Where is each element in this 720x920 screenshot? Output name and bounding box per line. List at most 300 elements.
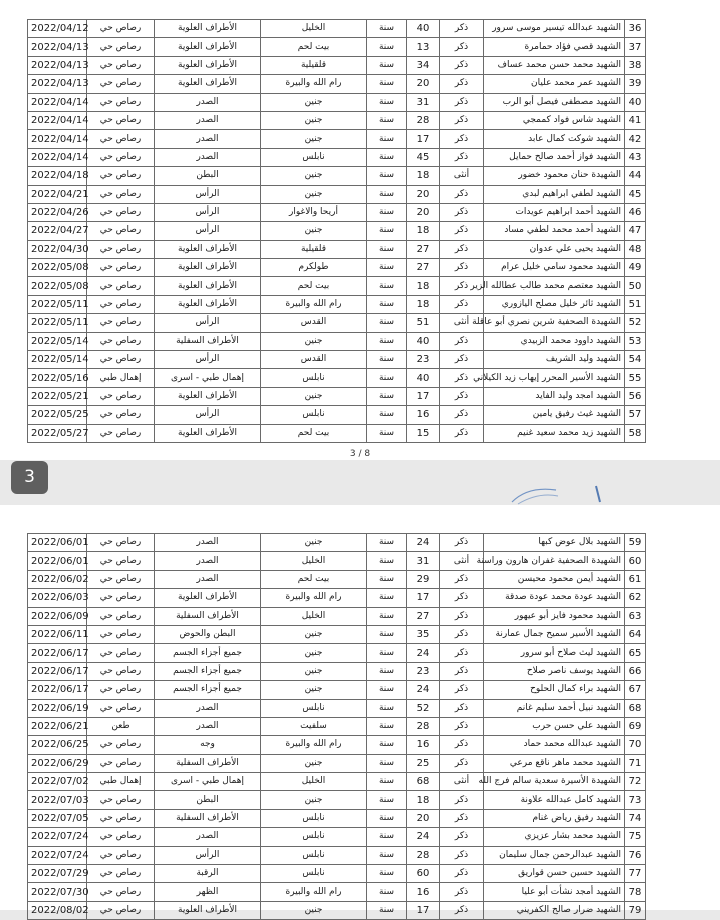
cell-row-number: 61 <box>625 570 646 588</box>
cell-row-number: 38 <box>625 56 646 74</box>
cell-date: 2022/06/19 <box>28 699 87 717</box>
cell-injury-location: الأطراف العلوية <box>155 56 261 74</box>
cell-row-number: 57 <box>625 406 646 424</box>
cell-date: 2022/05/14 <box>28 351 87 369</box>
cell-date: 2022/05/08 <box>28 259 87 277</box>
cell-date: 2022/06/02 <box>28 570 87 588</box>
cell-age-unit: سنة <box>367 259 407 277</box>
table-row <box>28 167 646 185</box>
cell-gender: ذكر <box>440 534 484 552</box>
cell-row-number: 51 <box>625 295 646 313</box>
cell-governorate: جنين <box>261 332 367 350</box>
cell-governorate: جنين <box>261 644 367 662</box>
cell-cause: رصاص حي <box>87 222 155 240</box>
cell-row-number: 58 <box>625 424 646 442</box>
cell-martyr-name: الشهيد محمود سامي خليل عرام <box>484 259 625 277</box>
blue-stamp-icon <box>508 480 608 506</box>
cell-cause: رصاص حي <box>87 809 155 827</box>
cell-cause: رصاص حي <box>87 130 155 148</box>
cell-martyr-name: الشهيد امجد وليد الفايد <box>484 387 625 405</box>
cell-date: 2022/05/27 <box>28 424 87 442</box>
cell-injury-location: الأطراف العلوية <box>155 259 261 277</box>
cell-martyr-name: الشهيد عبدالرحمن جمال سليمان <box>484 846 625 864</box>
cell-governorate: نابلس <box>261 865 367 883</box>
cell-row-number: 65 <box>625 644 646 662</box>
cell-row-number: 36 <box>625 20 646 38</box>
cell-martyr-name: الشهيد محمد ماهر ناقع مرعي <box>484 754 625 772</box>
cell-age-unit: سنة <box>367 662 407 680</box>
cell-row-number: 76 <box>625 846 646 864</box>
cell-row-number: 63 <box>625 607 646 625</box>
cell-governorate: نابلس <box>261 809 367 827</box>
cell-age-unit: سنة <box>367 130 407 148</box>
cell-martyr-name: الشهيدة الصحفية شرين نصري أبو عاقلة <box>484 314 625 332</box>
cell-age: 16 <box>407 736 440 754</box>
cell-governorate: جنين <box>261 130 367 148</box>
cell-age: 24 <box>407 828 440 846</box>
cell-date: 2022/04/13 <box>28 38 87 56</box>
cell-date: 2022/04/27 <box>28 222 87 240</box>
cell-date: 2022/07/29 <box>28 865 87 883</box>
table-row <box>28 570 646 588</box>
cell-age: 18 <box>407 222 440 240</box>
martyrs-table-bottom <box>27 533 646 920</box>
table-row <box>28 699 646 717</box>
cell-age-unit: سنة <box>367 865 407 883</box>
cell-injury-location: الصدر <box>155 130 261 148</box>
cell-martyr-name: الشهيد علي حسن حرب <box>484 717 625 735</box>
cell-date: 2022/04/26 <box>28 203 87 221</box>
cell-row-number: 66 <box>625 662 646 680</box>
cell-age: 51 <box>407 314 440 332</box>
cell-date: 2022/07/05 <box>28 809 87 827</box>
cell-gender: ذكر <box>440 332 484 350</box>
cell-age: 27 <box>407 259 440 277</box>
cell-age: 28 <box>407 846 440 864</box>
cell-gender: ذكر <box>440 736 484 754</box>
table-row <box>28 130 646 148</box>
table-row <box>28 332 646 350</box>
cell-age: 24 <box>407 534 440 552</box>
cell-date: 2022/06/17 <box>28 681 87 699</box>
table-row <box>28 259 646 277</box>
page-number: 3 / 8 <box>349 449 371 459</box>
cell-cause: رصاص حي <box>87 644 155 662</box>
page-counter-badge: 3 <box>11 461 48 494</box>
table-row <box>28 111 646 129</box>
table-row <box>28 662 646 680</box>
cell-gender: ذكر <box>440 791 484 809</box>
cell-row-number: 69 <box>625 717 646 735</box>
table-row <box>28 681 646 699</box>
cell-injury-location: الأطراف السفلية <box>155 607 261 625</box>
cell-martyr-name: الشهيد شاس فواد كممجي <box>484 111 625 129</box>
cell-age-unit: سنة <box>367 717 407 735</box>
table-row <box>28 736 646 754</box>
cell-martyr-name: الشهيد معتصم محمد طالب عطالله الزير <box>484 277 625 295</box>
cell-governorate: بيت لحم <box>261 277 367 295</box>
cell-injury-location: وجه <box>155 736 261 754</box>
cell-row-number: 37 <box>625 38 646 56</box>
cell-martyr-name: الشهيد أحمد ابراهيم عويدات <box>484 203 625 221</box>
cell-age-unit: سنة <box>367 20 407 38</box>
cell-age: 31 <box>407 93 440 111</box>
cell-age: 40 <box>407 20 440 38</box>
cell-age: 16 <box>407 406 440 424</box>
table-row <box>28 607 646 625</box>
cell-gender: ذكر <box>440 424 484 442</box>
cell-row-number: 73 <box>625 791 646 809</box>
cell-date: 2022/04/14 <box>28 111 87 129</box>
cell-governorate: جنين <box>261 901 367 919</box>
cell-injury-location: الصدر <box>155 828 261 846</box>
cell-age-unit: سنة <box>367 38 407 56</box>
cell-governorate: الخليل <box>261 773 367 791</box>
cell-age: 23 <box>407 662 440 680</box>
cell-gender: ذكر <box>440 20 484 38</box>
cell-age-unit: سنة <box>367 351 407 369</box>
cell-gender: ذكر <box>440 662 484 680</box>
cell-governorate: القدس <box>261 351 367 369</box>
cell-gender: ذكر <box>440 883 484 901</box>
cell-gender: ذكر <box>440 93 484 111</box>
cell-row-number: 79 <box>625 901 646 919</box>
cell-injury-location: الأطراف العلوية <box>155 20 261 38</box>
cell-martyr-name: الشهيد عبدالله محمد حماد <box>484 736 625 754</box>
cell-governorate: قلقيلية <box>261 240 367 258</box>
cell-date: 2022/06/03 <box>28 589 87 607</box>
cell-gender: ذكر <box>440 369 484 387</box>
cell-gender: ذكر <box>440 644 484 662</box>
cell-cause: رصاص حي <box>87 75 155 93</box>
cell-age-unit: سنة <box>367 754 407 772</box>
cell-row-number: 40 <box>625 93 646 111</box>
cell-martyr-name: الشهيدة الأسيرة سعدية سالم فرج الله <box>484 773 625 791</box>
cell-row-number: 70 <box>625 736 646 754</box>
cell-cause: رصاص حي <box>87 240 155 258</box>
cell-gender: ذكر <box>440 828 484 846</box>
cell-injury-location: الظهر <box>155 883 261 901</box>
cell-age-unit: سنة <box>367 901 407 919</box>
table-row <box>28 625 646 643</box>
cell-date: 2022/07/02 <box>28 773 87 791</box>
cell-gender: ذكر <box>440 38 484 56</box>
table-row <box>28 791 646 809</box>
cell-gender: ذكر <box>440 148 484 166</box>
cell-governorate: جنين <box>261 185 367 203</box>
cell-governorate: الخليل <box>261 607 367 625</box>
cell-row-number: 46 <box>625 203 646 221</box>
cell-cause: رصاص حي <box>87 589 155 607</box>
cell-age-unit: سنة <box>367 809 407 827</box>
cell-age: 29 <box>407 570 440 588</box>
table-row <box>28 38 646 56</box>
cell-age: 18 <box>407 277 440 295</box>
cell-injury-location: البطن <box>155 791 261 809</box>
cell-gender: ذكر <box>440 56 484 74</box>
table-row <box>28 277 646 295</box>
cell-row-number: 74 <box>625 809 646 827</box>
cell-governorate: بيت لحم <box>261 38 367 56</box>
table-row <box>28 883 646 901</box>
table-row <box>28 75 646 93</box>
cell-martyr-name: الشهيدة حنان محمود خضور <box>484 167 625 185</box>
cell-martyr-name: الشهيد ليث صلاح أبو سرور <box>484 644 625 662</box>
cell-gender: أنثى <box>440 552 484 570</box>
cell-injury-location: الأطراف العلوية <box>155 295 261 313</box>
cell-date: 2022/08/02 <box>28 901 87 919</box>
cell-martyr-name: الشهيد داوود محمد الزبيدي <box>484 332 625 350</box>
cell-injury-location: البطن والحوض <box>155 625 261 643</box>
cell-row-number: 56 <box>625 387 646 405</box>
cell-cause: رصاص حي <box>87 38 155 56</box>
cell-gender: ذكر <box>440 259 484 277</box>
cell-cause: رصاص حي <box>87 406 155 424</box>
cell-martyr-name: الشهيد وليد الشريف <box>484 351 625 369</box>
cell-age-unit: سنة <box>367 93 407 111</box>
cell-age: 17 <box>407 589 440 607</box>
cell-governorate: جنين <box>261 662 367 680</box>
cell-gender: أنثى <box>440 773 484 791</box>
cell-age-unit: سنة <box>367 644 407 662</box>
cell-martyr-name: الشهيد يوسف ناصر صلاح <box>484 662 625 680</box>
cell-age: 40 <box>407 369 440 387</box>
cell-gender: ذكر <box>440 185 484 203</box>
cell-injury-location: الأطراف العلوية <box>155 75 261 93</box>
cell-age: 34 <box>407 56 440 74</box>
document-page-bottom <box>0 505 720 916</box>
table-row <box>28 314 646 332</box>
cell-cause: رصاص حي <box>87 699 155 717</box>
cell-age-unit: سنة <box>367 185 407 203</box>
table-body-bottom <box>28 534 646 920</box>
cell-cause: رصاص حي <box>87 662 155 680</box>
cell-age-unit: سنة <box>367 681 407 699</box>
cell-row-number: 68 <box>625 699 646 717</box>
cell-cause: رصاص حي <box>87 387 155 405</box>
cell-age: 68 <box>407 773 440 791</box>
cell-gender: ذكر <box>440 607 484 625</box>
cell-martyr-name: الشهيد براء كمال الحلوح <box>484 681 625 699</box>
table-row <box>28 185 646 203</box>
cell-row-number: 39 <box>625 75 646 93</box>
cell-cause: رصاص حي <box>87 846 155 864</box>
cell-governorate: رام الله والبيرة <box>261 883 367 901</box>
cell-age-unit: سنة <box>367 75 407 93</box>
cell-date: 2022/05/14 <box>28 332 87 350</box>
cell-governorate: جنين <box>261 93 367 111</box>
cell-injury-location: الصدر <box>155 552 261 570</box>
cell-age: 45 <box>407 148 440 166</box>
cell-governorate: نابلس <box>261 846 367 864</box>
cell-row-number: 78 <box>625 883 646 901</box>
table-row <box>28 222 646 240</box>
cell-age: 17 <box>407 130 440 148</box>
cell-martyr-name: الشهيد يحيى علي عدوان <box>484 240 625 258</box>
cell-injury-location: جميع أجزاء الجسم <box>155 644 261 662</box>
cell-governorate: جنين <box>261 754 367 772</box>
cell-cause: رصاص حي <box>87 552 155 570</box>
cell-cause: رصاص حي <box>87 203 155 221</box>
table-row <box>28 552 646 570</box>
cell-cause: رصاص حي <box>87 259 155 277</box>
cell-gender: ذكر <box>440 387 484 405</box>
cell-gender: ذكر <box>440 589 484 607</box>
cell-cause: رصاص حي <box>87 148 155 166</box>
table-row <box>28 387 646 405</box>
cell-cause: رصاص حي <box>87 534 155 552</box>
cell-age: 24 <box>407 644 440 662</box>
cell-row-number: 72 <box>625 773 646 791</box>
cell-age: 20 <box>407 809 440 827</box>
cell-age: 35 <box>407 625 440 643</box>
cell-age-unit: سنة <box>367 332 407 350</box>
cell-row-number: 45 <box>625 185 646 203</box>
cell-injury-location: الصدر <box>155 148 261 166</box>
cell-governorate: جنين <box>261 534 367 552</box>
cell-date: 2022/05/25 <box>28 406 87 424</box>
cell-gender: ذكر <box>440 625 484 643</box>
table-row <box>28 424 646 442</box>
cell-row-number: 71 <box>625 754 646 772</box>
cell-date: 2022/05/08 <box>28 277 87 295</box>
cell-gender: ذكر <box>440 351 484 369</box>
cell-cause: إهمال طبي <box>87 369 155 387</box>
table-row <box>28 644 646 662</box>
cell-age-unit: سنة <box>367 148 407 166</box>
cell-martyr-name: الشهيد أمجد نشأت أبو عليا <box>484 883 625 901</box>
cell-date: 2022/05/11 <box>28 295 87 313</box>
cell-injury-location: الأطراف السفلية <box>155 754 261 772</box>
cell-martyr-name: الشهيد غيث رفيق يامين <box>484 406 625 424</box>
cell-governorate: جنين <box>261 625 367 643</box>
cell-age-unit: سنة <box>367 570 407 588</box>
cell-age: 13 <box>407 38 440 56</box>
cell-age-unit: سنة <box>367 828 407 846</box>
cell-injury-location: الرقبة <box>155 865 261 883</box>
cell-age-unit: سنة <box>367 625 407 643</box>
cell-injury-location: الصدر <box>155 699 261 717</box>
cell-cause: رصاص حي <box>87 736 155 754</box>
cell-governorate: نابلس <box>261 699 367 717</box>
table-row <box>28 846 646 864</box>
cell-injury-location: جميع أجزاء الجسم <box>155 681 261 699</box>
cell-gender: أنثى <box>440 314 484 332</box>
cell-governorate: نابلس <box>261 828 367 846</box>
cell-martyr-name: الشهيد فواز أحمد صالح حمايل <box>484 148 625 166</box>
cell-cause: إهمال طبي <box>87 773 155 791</box>
cell-gender: ذكر <box>440 754 484 772</box>
cell-age: 27 <box>407 240 440 258</box>
cell-age: 23 <box>407 351 440 369</box>
cell-injury-location: الرأس <box>155 846 261 864</box>
cell-row-number: 64 <box>625 625 646 643</box>
cell-governorate: طولكرم <box>261 259 367 277</box>
cell-gender: ذكر <box>440 681 484 699</box>
cell-cause: طعن <box>87 717 155 735</box>
cell-governorate: جنين <box>261 791 367 809</box>
table-row <box>28 148 646 166</box>
cell-age: 25 <box>407 754 440 772</box>
cell-martyr-name: الشهيد أحمد محمد لطفي مساد <box>484 222 625 240</box>
cell-age-unit: سنة <box>367 222 407 240</box>
cell-age: 17 <box>407 901 440 919</box>
cell-martyr-name: الشهيد زيد محمد سعيد غنيم <box>484 424 625 442</box>
cell-gender: ذكر <box>440 717 484 735</box>
cell-martyr-name: الشهيد قصي فؤاد حمامرة <box>484 38 625 56</box>
cell-governorate: بيت لحم <box>261 424 367 442</box>
cell-row-number: 62 <box>625 589 646 607</box>
cell-martyr-name: الشهيد ثائر خليل مصلح اليازوري <box>484 295 625 313</box>
cell-age-unit: سنة <box>367 552 407 570</box>
cell-date: 2022/06/17 <box>28 662 87 680</box>
cell-martyr-name: الشهيد محمد حسن محمد عساف <box>484 56 625 74</box>
cell-age: 20 <box>407 75 440 93</box>
cell-date: 2022/07/24 <box>28 846 87 864</box>
cell-age: 15 <box>407 424 440 442</box>
cell-cause: رصاص حي <box>87 332 155 350</box>
cell-governorate: جنين <box>261 681 367 699</box>
cell-governorate: نابلس <box>261 148 367 166</box>
cell-martyr-name: الشهيد عمر محمد عليان <box>484 75 625 93</box>
cell-cause: رصاص حي <box>87 754 155 772</box>
cell-age-unit: سنة <box>367 736 407 754</box>
cell-age: 18 <box>407 791 440 809</box>
cell-gender: ذكر <box>440 240 484 258</box>
cell-date: 2022/04/14 <box>28 148 87 166</box>
cell-injury-location: الأطراف العلوية <box>155 589 261 607</box>
cell-row-number: 50 <box>625 277 646 295</box>
cell-age: 18 <box>407 167 440 185</box>
table-row <box>28 828 646 846</box>
cell-row-number: 53 <box>625 332 646 350</box>
cell-injury-location: الأطراف العلوية <box>155 38 261 56</box>
cell-row-number: 67 <box>625 681 646 699</box>
cell-governorate: رام الله والبيرة <box>261 589 367 607</box>
cell-cause: رصاص حي <box>87 625 155 643</box>
cell-injury-location: الأطراف العلوية <box>155 387 261 405</box>
cell-age-unit: سنة <box>367 699 407 717</box>
cell-injury-location: الصدر <box>155 93 261 111</box>
cell-age: 28 <box>407 717 440 735</box>
cell-gender: ذكر <box>440 865 484 883</box>
cell-cause: رصاص حي <box>87 314 155 332</box>
cell-martyr-name: الشهيدة الصحفية غفران هارون وراسنة <box>484 552 625 570</box>
cell-governorate: أريحا والاغوار <box>261 203 367 221</box>
cell-governorate: رام الله والبيرة <box>261 295 367 313</box>
cell-martyr-name: الشهيد محمد بشار عزيزي <box>484 828 625 846</box>
cell-date: 2022/06/09 <box>28 607 87 625</box>
cell-governorate: جنين <box>261 387 367 405</box>
cell-gender: ذكر <box>440 130 484 148</box>
table-row <box>28 901 646 919</box>
cell-injury-location: إهمال طبي - اسرى <box>155 773 261 791</box>
cell-injury-location: الرأس <box>155 203 261 221</box>
cell-governorate: جنين <box>261 111 367 129</box>
cell-gender: ذكر <box>440 901 484 919</box>
table-row <box>28 773 646 791</box>
table-row <box>28 717 646 735</box>
cell-row-number: 55 <box>625 369 646 387</box>
cell-gender: ذكر <box>440 222 484 240</box>
cell-age-unit: سنة <box>367 277 407 295</box>
cell-injury-location: الرأس <box>155 185 261 203</box>
cell-date: 2022/04/14 <box>28 93 87 111</box>
table-row <box>28 589 646 607</box>
cell-injury-location: الرأس <box>155 222 261 240</box>
cell-governorate: الخليل <box>261 552 367 570</box>
cell-age: 24 <box>407 681 440 699</box>
